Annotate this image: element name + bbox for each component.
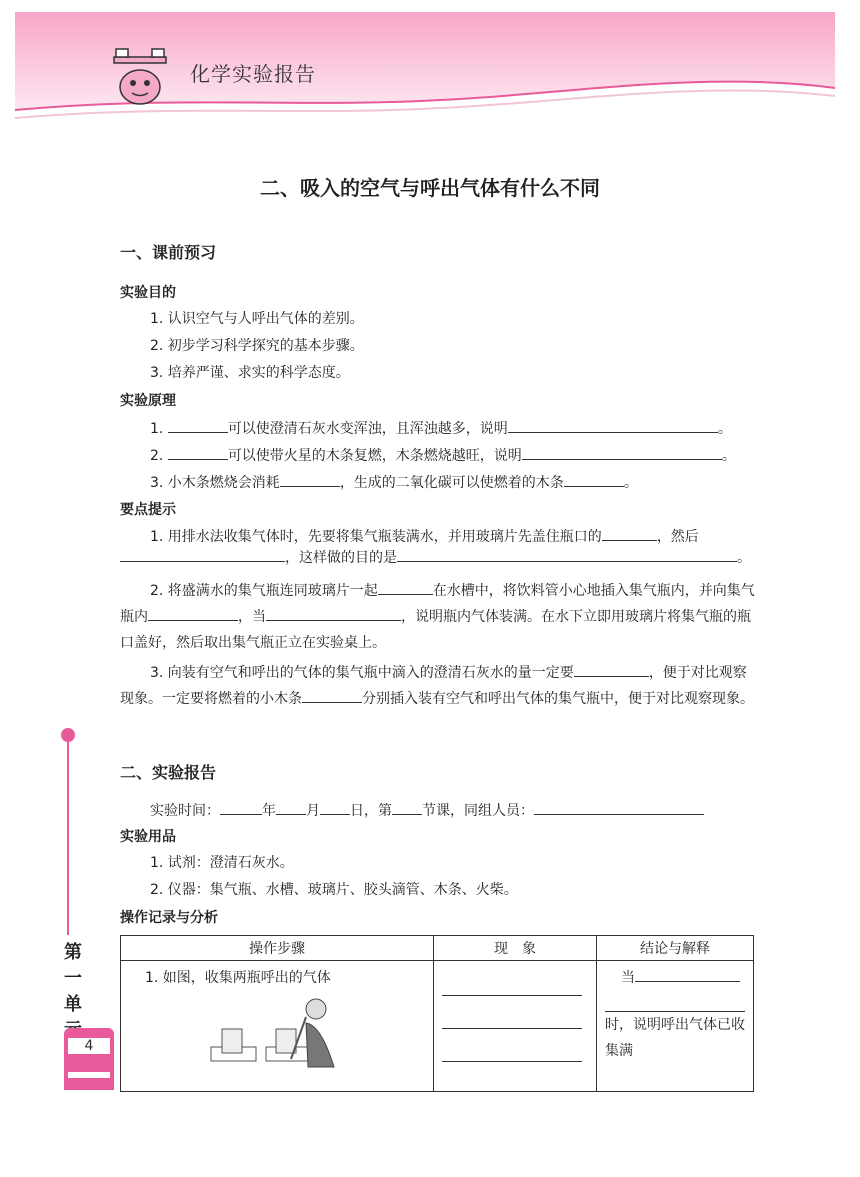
tip-text: ，便于对比观察现象。一定要将燃着的小木条 (120, 665, 747, 707)
purpose-item: 1. 认识空气与人呼出气体的差别。 (150, 311, 364, 327)
meta-label: 实验时间： (150, 803, 220, 819)
phenomenon-cell (434, 961, 597, 1092)
table-header: 操作步骤 (121, 936, 434, 961)
meta-label: 月 (306, 803, 320, 819)
ops-table (120, 935, 754, 1092)
fill-blank[interactable] (120, 547, 285, 562)
tip-text: ，这样做的目的是 (285, 550, 397, 566)
conclusion-text: 当 (621, 970, 635, 986)
fill-blank[interactable] (442, 981, 582, 996)
report-meta (150, 800, 704, 821)
fill-blank[interactable] (522, 445, 722, 460)
supplies-title: 实验用品 (120, 829, 176, 845)
page-number-tab (64, 1028, 114, 1090)
item-number: 1. (150, 421, 164, 437)
fill-blank[interactable] (168, 418, 228, 433)
conclusion-cell (597, 961, 754, 1092)
fill-blank[interactable] (534, 800, 704, 815)
tip-text: 2. 将盛满水的集气瓶连同玻璃片一起 (150, 583, 378, 599)
fill-blank[interactable] (266, 606, 401, 621)
gas-collection-illustration-icon (206, 989, 356, 1069)
balance-mascot-icon (110, 45, 170, 107)
principle-item-1 (150, 418, 732, 439)
item-end: 。 (623, 475, 638, 491)
tip-text: 分别插入装有空气和呼出气体的集气瓶中，便于对比观察现象。 (362, 691, 754, 707)
tip-text: ，然后 (656, 529, 699, 545)
meta-label: 节课，同组人员： (422, 803, 534, 819)
fill-blank[interactable] (574, 662, 649, 677)
fill-blank[interactable] (442, 1014, 582, 1029)
fill-blank[interactable] (302, 688, 362, 703)
meta-label: 年 (262, 803, 276, 819)
fill-blank[interactable] (605, 991, 745, 1012)
fill-blank[interactable] (280, 472, 340, 487)
page-number: 4 (68, 1038, 110, 1054)
fill-blank[interactable] (508, 418, 718, 433)
table-header-row (121, 936, 754, 961)
principle-item-2 (150, 445, 736, 466)
tip-text: ，当 (238, 609, 266, 625)
tip-item-3 (120, 660, 755, 712)
item-text: 可以使带火星的木条复燃，木条燃烧越旺，说明 (227, 448, 522, 464)
fill-blank[interactable] (220, 800, 262, 815)
table-row (121, 961, 754, 1092)
page-tab-bar (68, 1072, 110, 1078)
tip-end: 。 (737, 550, 751, 566)
header-title: 化学实验报告 (190, 62, 316, 86)
fill-blank[interactable] (602, 526, 657, 541)
supply-item: 2. 仪器：集气瓶、水槽、玻璃片、胶头滴管、木条、火柴。 (150, 882, 518, 898)
supply-item: 1. 试剂：澄清石灰水。 (150, 855, 294, 871)
page-title: 二、吸入的空气与呼出气体有什么不同 (260, 176, 600, 200)
table-header: 结论与解释 (597, 936, 754, 961)
tip-text: 在水槽中，将饮料管小心地插入集气瓶内，并向集气瓶内 (120, 583, 755, 625)
tip-text: 3. 向装有空气和呼出的气体的集气瓶中滴入的澄清石灰水的量一定要 (150, 665, 574, 681)
step-cell (121, 961, 434, 1092)
fill-blank[interactable] (148, 606, 238, 621)
conclusion-text: 时，说明呼出气体已收集满 (605, 1017, 745, 1059)
item-text: 可以使澄清石灰水变浑浊，且浑浊越多，说明 (227, 421, 508, 437)
principle-item-3 (150, 472, 638, 493)
tips-title: 要点提示 (120, 502, 176, 518)
tip-item-2 (120, 578, 755, 656)
fill-blank[interactable] (442, 1047, 582, 1062)
sidebar-line (67, 735, 69, 935)
item-text: 3. 小木条燃烧会消耗 (150, 475, 280, 491)
ops-title: 操作记录与分析 (120, 910, 218, 926)
item-end: 。 (717, 421, 732, 437)
tip-text: ，说明瓶内气体装满。在水下立即用玻璃片将集气瓶的瓶口盖好，然后取出集气瓶正立在实验桌上。 (120, 609, 751, 651)
item-end: 。 (721, 448, 736, 464)
tip-item-1 (120, 526, 755, 568)
meta-label: 日，第 (350, 803, 392, 819)
step-text: 1. 如图，收集两瓶呼出的气体 (145, 970, 331, 986)
fill-blank[interactable] (276, 800, 306, 815)
fill-blank[interactable] (320, 800, 350, 815)
section-heading-preview: 一、课前预习 (120, 243, 217, 262)
item-number: 2. (150, 448, 164, 464)
purpose-title: 实验目的 (120, 285, 176, 301)
section-heading-report: 二、实验报告 (120, 763, 217, 782)
purpose-item: 3. 培养严谨、求实的科学态度。 (150, 365, 350, 381)
fill-blank[interactable] (564, 472, 624, 487)
fill-blank[interactable] (378, 580, 433, 595)
table-header: 现 象 (434, 936, 597, 961)
item-text: ，生成的二氧化碳可以使燃着的木条 (339, 475, 564, 491)
fill-blank[interactable] (635, 967, 740, 982)
unit-label: 第一单 (64, 942, 82, 1015)
purpose-item: 2. 初步学习科学探究的基本步骤。 (150, 338, 364, 354)
fill-blank[interactable] (168, 445, 228, 460)
fill-blank[interactable] (392, 800, 422, 815)
tip-text: 1. 用排水法收集气体时，先要将集气瓶装满水，并用玻璃片先盖住瓶口的 (150, 529, 602, 545)
principle-title: 实验原理 (120, 393, 176, 409)
fill-blank[interactable] (397, 547, 737, 562)
